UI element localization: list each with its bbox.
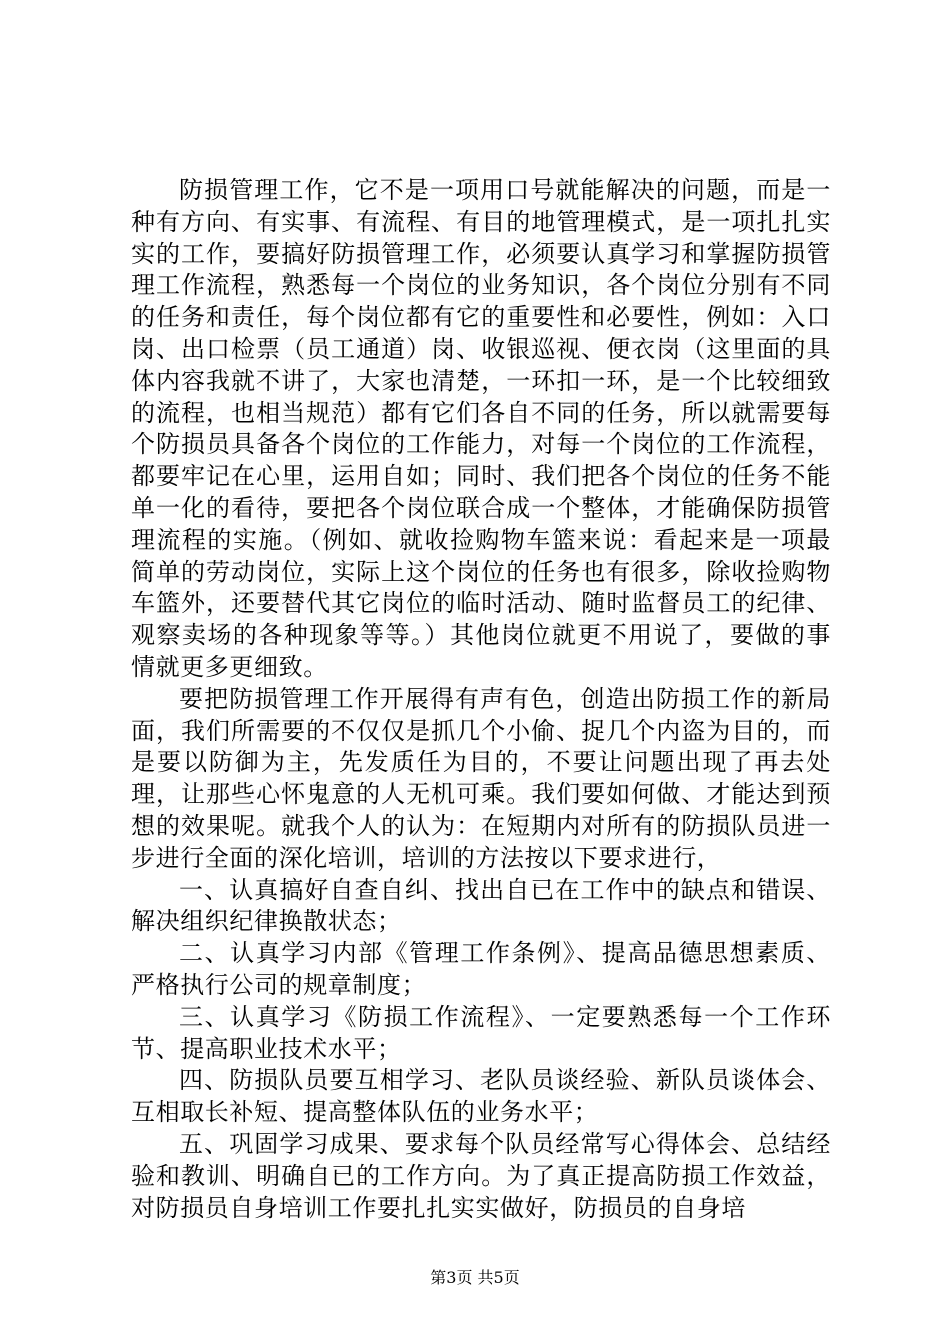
list-item-5: 五、巩固学习成果、要求每个队员经常写心得体会、总结经验和教训、明确自已的工作方向。为了真正提高防损工作效益，对防损员自身培训工作要扎扎实实做好，防损员的自身培 xyxy=(131,1129,831,1222)
document-body xyxy=(131,175,831,1224)
list-item-3: 三、认真学习《防损工作流程》、一定要熟悉每一个工作环节、提高职业技术水平； xyxy=(131,1002,831,1063)
page-number: 第3页 共5页 xyxy=(430,1268,520,1287)
list-item-1: 一、认真搞好自查自纠、找出自已在工作中的缺点和错误、解决组织纪律换散状态； xyxy=(131,875,831,936)
list-item-2: 二、认真学习内部《管理工作条例》、提高品德思想素质、严格执行公司的规章制度； xyxy=(131,939,831,999)
paragraph-goal: 要把防损管理工作开展得有声有色，创造出防损工作的新局面，我们所需要的不仅仅是抓几个小偷、捉几个内盗为目的，而是要以防御为主，先发质任为目的，不要让问题出现了再去处理，让那些心怀鬼意的人无机可乘。我们要如何做、才能达到预想的效果呢。就我个人的认为：在短期内对所有的防损队员进一步进行全面的深化培训，培训的方法按以下要求进行， xyxy=(131,684,831,872)
list-item-4: 四、防损队员要互相学习、老队员谈经验、新队员谈体会、互相取长补短、提高整体队伍的业务水平； xyxy=(131,1066,831,1127)
paragraph-intro: 防损管理工作，它不是一项用口号就能解决的问题，而是一种有方向、有实事、有流程、有目的地管理模式，是一项扎扎实实的工作，要搞好防损管理工作，必须要认真学习和掌握防损管理工作流程，熟悉每一个岗位的业务知识，各个岗位分别有不同的任务和责任，每个岗位都有它的重要性和必要性，例如：入口岗、出口检票（员工通道）岗、收银巡视、便衣岗（这里面的具体内容我就不讲了，大家也清楚，一环扣一环，是一个比较细致的流程，也相当规范）都有它们各自不同的任务，所以就需要每个防损员具备各个岗位的工作能力，对每一个岗位的工作流程，都要牢记在心里，运用自如；同时、我们把各个岗位的任务不能单一化的看待，要把各个岗位联合成一个整体，才能确保防损管理流程的实施。（例如、就收捡购物车篮来说：看起来是一项最简单的劳动岗位，实际上这个岗位的任务也有很多，除收捡购物车篮外，还要替代其它岗位的临时活动、随时监督员工的纪律、观察卖场的各种现象等等。）其他岗位就更不用说了，要做的事情就更多更细致。 xyxy=(131,176,831,681)
